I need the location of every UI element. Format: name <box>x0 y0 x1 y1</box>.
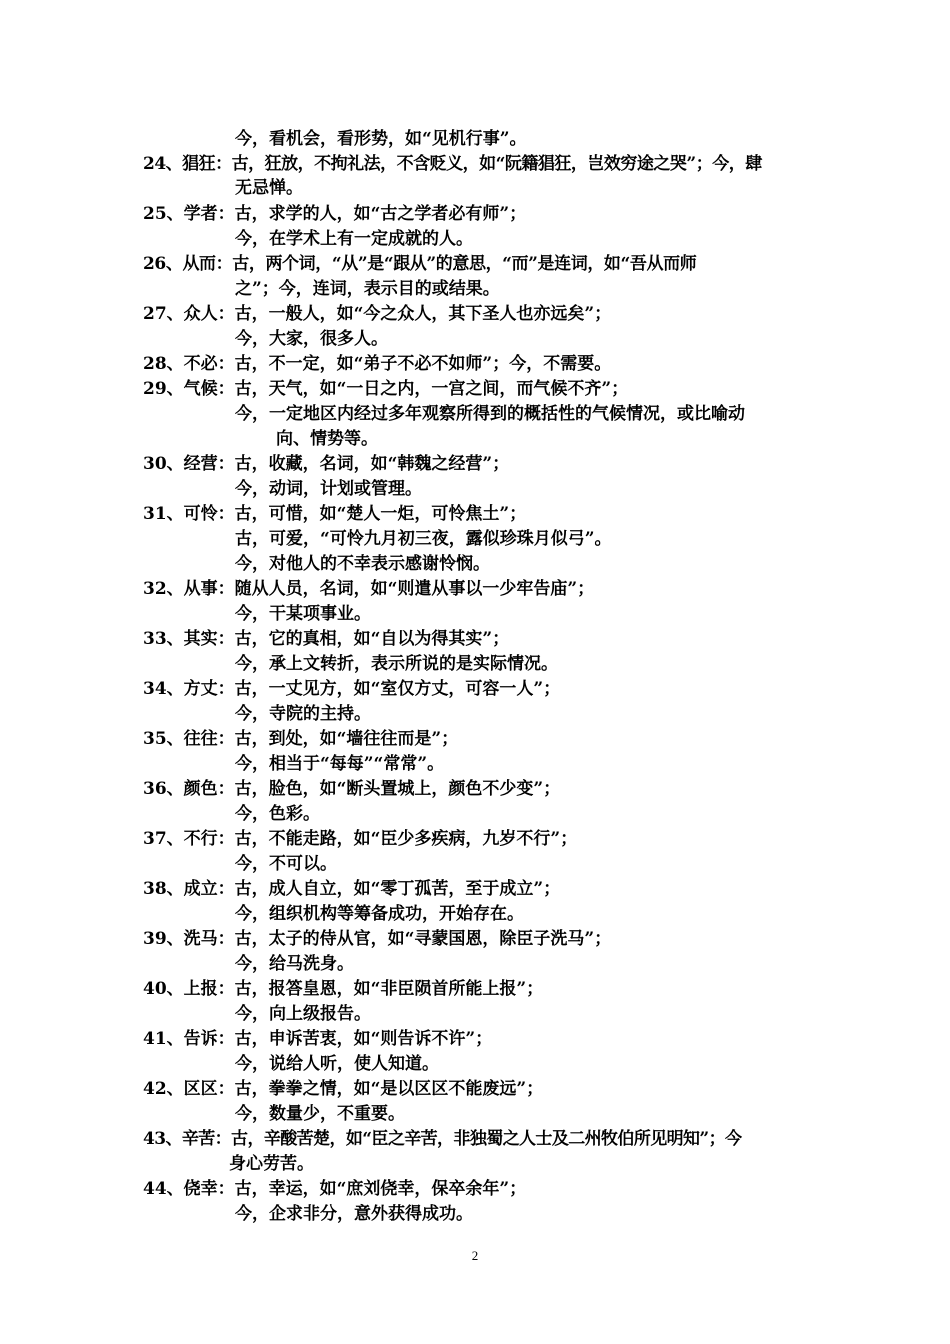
text-line: 26、从而：古，两个词，“从”是“跟从”的意思，“而”是连词，如“吾从而师 <box>143 254 697 274</box>
text-line: 44、侥幸：古，幸运，如“庶刘侥幸，保卒余年”； <box>143 1179 527 1199</box>
page-number: 2 <box>471 1248 479 1263</box>
text-line: 无忌惮。 <box>235 178 303 198</box>
text-line: 37、不行：古，不能走路，如“臣少多疾病，九岁不行”； <box>143 829 578 849</box>
text-line: 今，看机会，看形势，如“见机行事”。 <box>235 129 527 149</box>
text-line: 31、可怜：古，可惜，如“楚人一炬，可怜焦土”； <box>143 504 527 524</box>
text-line: 35、往往：古，到处，如“墙往往而是”； <box>143 729 459 749</box>
text-line: 32、从事：随从人员，名词，如“则遣从事以一少牢告庙”； <box>143 579 595 599</box>
text-line: 39、洗马：古，太子的侍从官，如“寻蒙国恩，除臣子洗马”； <box>143 929 612 949</box>
text-line: 30、经营：古，收藏，名词，如“韩魏之经营”； <box>143 454 510 474</box>
text-line: 今，色彩。 <box>235 804 320 824</box>
text-line: 43、辛苦：古，辛酸苦楚，如“臣之辛苦，非独蜀之人士及二州牧伯所见明知”；今 <box>143 1129 742 1149</box>
text-line: 42、区区：古，拳拳之情，如“是以区区不能废远”； <box>143 1079 544 1099</box>
text-line: 今，说给人听，使人知道。 <box>235 1054 439 1074</box>
text-line: 28、不必：古，不一定，如“弟子不必不如师”；今，不需要。 <box>143 354 612 374</box>
text-line: 今，向上级报告。 <box>235 1004 371 1024</box>
text-line: 25、学者：古，求学的人，如“古之学者必有师”； <box>143 204 527 224</box>
text-line: 古，可爱，“可怜九月初三夜，露似珍珠月似弓”。 <box>235 529 612 549</box>
text-line: 29、气候：古，天气，如“一日之内，一宫之间，而气候不齐”； <box>143 379 629 399</box>
text-line: 今，承上文转折，表示所说的是实际情况。 <box>235 654 558 674</box>
text-line: 向、情势等。 <box>276 429 378 449</box>
text-line: 今，在学术上有一定成就的人。 <box>235 229 473 249</box>
text-line: 今，动词，计划或管理。 <box>235 479 422 499</box>
text-line: 38、成立：古，成人自立，如“零丁孤苦，至于成立”； <box>143 879 561 899</box>
text-line: 今，给马洗身。 <box>235 954 354 974</box>
text-line: 今，一定地区内经过多年观察所得到的概括性的气候情况，或比喻动 <box>235 404 745 424</box>
text-line: 之”；今，连词，表示目的或结果。 <box>235 279 500 299</box>
text-line: 34、方丈：古，一丈见方，如“室仅方丈，可容一人”； <box>143 679 561 699</box>
text-line: 今，寺院的主持。 <box>235 704 371 724</box>
text-line: 今，对他人的不幸表示感谢怜悯。 <box>235 554 490 574</box>
text-line: 今，数量少，不重要。 <box>235 1104 405 1124</box>
text-line: 33、其实：古，它的真相，如“自以为得其实”； <box>143 629 510 649</box>
text-line: 40、上报：古，报答皇恩，如“非臣陨首所能上报”； <box>143 979 544 999</box>
text-line: 今，干某项事业。 <box>235 604 371 624</box>
text-line: 36、颜色：古，脸色，如“断头置城上，颜色不少变”； <box>143 779 561 799</box>
text-line: 今，企求非分，意外获得成功。 <box>235 1204 473 1224</box>
text-line: 身心劳苦。 <box>229 1154 314 1174</box>
text-line: 今，相当于“每每”“常常”。 <box>235 754 445 774</box>
text-line: 今，不可以。 <box>235 854 337 874</box>
text-line: 今，组织机构等筹备成功，开始存在。 <box>235 904 524 924</box>
text-line: 41、告诉：古，申诉苦衷，如“则告诉不许”； <box>143 1029 493 1049</box>
text-line: 今，大家，很多人。 <box>235 329 388 349</box>
text-line: 24、猖狂：古，狂放，不拘礼法，不含贬义，如“阮籍猖狂，岂效穷途之哭”；今，肆 <box>143 154 762 174</box>
text-line: 27、众人：古，一般人，如“今之众人，其下圣人也亦远矣”； <box>143 304 612 324</box>
